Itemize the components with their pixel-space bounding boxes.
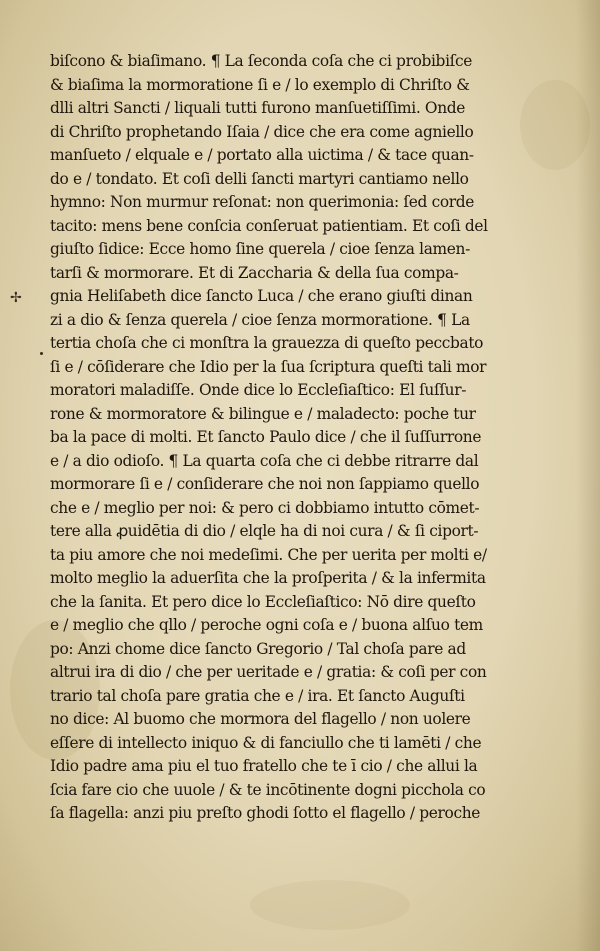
text-line: ba la pace di molti. Et ſancto Paulo dice / che il ſuſſurrone [50,428,482,446]
page-edge-shadow [576,0,600,951]
text-line: gnia Heliſabeth dice ſancto Luca / che erano giuſti dinan [50,287,473,305]
text-line: manſueto / elquale e / portato alla uictima / & tace quan- [50,146,474,164]
text-line: tere alla ꝓuidētia di dio / elqle ha di noi cura / & ſi ciport- [50,522,479,540]
text-line: Idio padre ama piu el tuo fratello che te ī cio / che allui la [50,757,478,775]
paper-stain [250,880,410,930]
margin-dot [40,352,43,355]
text-line: dlli altri Sancti / liquali tutti furono manſuetiſſimi. Onde [50,99,466,117]
text-line: hymno: Non murmur reſonat: non querimonia: ſed corde [50,193,475,211]
text-line: che e / meglio per noi: & pero ci dobbiamo intutto cōmet- [50,498,480,517]
text-line: ſcia fare cio che uuole / & te incōtinente dogni picchola co [50,780,486,799]
text-line: eſſere di intellecto iniquo & di fanciullo che ti lamēti / che [50,733,482,752]
text-line: ta piu amore che noi medeſimi. Che per uerita per molti e/ [50,545,487,564]
text-line: rone & mormoratore & bilingue e / maladecto: poche tur [50,404,476,423]
text-block [50,50,490,826]
text-line: tarſi & mormorare. Et di Zaccharia & della ſua compa- [50,263,459,282]
margin-mark-icon: ✢ [10,290,22,306]
text-line: po: Anzi chome dice ſancto Gregorio / Tal choſa pare ad [50,639,466,658]
text-line: moratori maladiſſe. Onde dice lo Eccleſiaſtico: El ſuſſur- [50,381,467,399]
text-line: di Chriſto prophetando Iſaia / dice che era come agniello [50,122,474,141]
text-line: tacito: mens bene conſcia conſeruat patientiam. Et coſi del [50,216,488,235]
text-line: ſa flagella: anzi piu preſto ghodi ſotto el flagello / peroche [50,804,481,822]
text-line: tertia choſa che ci monſtra la grauezza di queſto peccbato [50,334,484,352]
text-line: ſi e / cōſiderare che Idio per la ſua ſcriptura queſti tali mor [50,357,487,376]
text-line: biſcono & biaſimano. ¶ La ſeconda coſa che ci probibiſce [50,52,473,70]
text-line: giuſto ſidice: Ecce homo ſine querela / cioe ſenza lamen- [50,240,470,258]
text-line: e / meglio che qllo / peroche ogni coſa e / buona alſuo tem [50,616,483,634]
text-line: no dice: Al buomo che mormora del flagello / non uolere [50,710,471,728]
text-line: altrui ira di dio / che per ueritade e / gratia: & coſi per con [50,663,487,681]
text-line: molto meglio la aduerſita che la proſperita / & la infermita [50,569,486,587]
text-line: trario tal choſa pare gratia che e / ira. Et ſancto Auguſti [50,686,465,705]
text-line: che la ſanita. Et pero dice lo Eccleſiaſtico: Nō dire queſto [50,592,476,611]
text-line: e / a dio odioſo. ¶ La quarta coſa che ci debbe ritrarre dal [50,451,479,470]
text-line: & biaſima la mormoratione ſi e / lo exemplo di Chriſto & [50,75,470,94]
text-line: do e / tondato. Et coſi delli ſancti martyri cantiamo nello [50,169,469,188]
text-line: zi a dio & ſenza querela / cioe ſenza mormoratione. ¶ La [50,310,470,329]
text-line: mormorare ſi e / conſiderare che noi non ſappiamo quello [50,475,480,493]
